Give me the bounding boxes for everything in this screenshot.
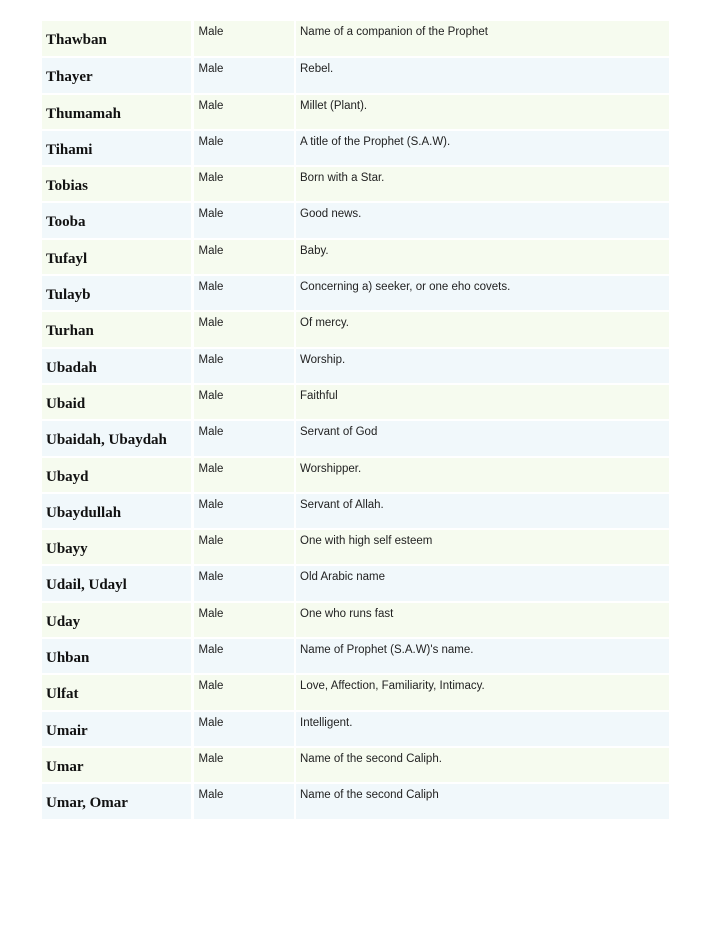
gender-cell: Male bbox=[192, 166, 295, 202]
gender-cell: Male bbox=[192, 202, 295, 238]
meaning-cell: Love, Affection, Familiarity, Intimacy. bbox=[295, 674, 669, 710]
meaning-cell: A title of the Prophet (S.A.W). bbox=[295, 130, 669, 166]
table-row bbox=[42, 21, 669, 57]
meaning-cell: Worship. bbox=[295, 348, 669, 384]
meaning-cell: Intelligent. bbox=[295, 711, 669, 747]
gender-cell: Male bbox=[192, 747, 295, 783]
meaning-cell: One with high self esteem bbox=[295, 529, 669, 565]
meaning-cell: Servant of God bbox=[295, 420, 669, 456]
table-row bbox=[42, 130, 669, 166]
meaning-cell: Servant of Allah. bbox=[295, 493, 669, 529]
table-row bbox=[42, 493, 669, 529]
meaning-cell: Worshipper. bbox=[295, 457, 669, 493]
meaning-cell: Name of the second Caliph. bbox=[295, 747, 669, 783]
name-cell: Umair bbox=[42, 711, 192, 747]
meaning-cell: Millet (Plant). bbox=[295, 94, 669, 130]
table-row bbox=[42, 420, 669, 456]
name-cell: Umar, Omar bbox=[42, 783, 192, 819]
names-table bbox=[42, 21, 669, 821]
gender-cell: Male bbox=[192, 384, 295, 420]
name-cell: Ubaidah, Ubaydah bbox=[42, 420, 192, 456]
name-cell: Udail, Udayl bbox=[42, 565, 192, 601]
gender-cell: Male bbox=[192, 420, 295, 456]
table-row bbox=[42, 311, 669, 347]
gender-cell: Male bbox=[192, 239, 295, 275]
gender-cell: Male bbox=[192, 638, 295, 674]
name-cell: Ubayy bbox=[42, 529, 192, 565]
meaning-cell: Baby. bbox=[295, 239, 669, 275]
meaning-cell: Name of the second Caliph bbox=[295, 783, 669, 819]
name-cell: Ubaydullah bbox=[42, 493, 192, 529]
meaning-cell: Name of Prophet (S.A.W)'s name. bbox=[295, 638, 669, 674]
table-row bbox=[42, 783, 669, 819]
meaning-cell: Born with a Star. bbox=[295, 166, 669, 202]
meaning-cell: Good news. bbox=[295, 202, 669, 238]
meaning-cell: Concerning a) seeker, or one eho covets. bbox=[295, 275, 669, 311]
name-cell: Umar bbox=[42, 747, 192, 783]
gender-cell: Male bbox=[192, 57, 295, 93]
table-row bbox=[42, 711, 669, 747]
gender-cell: Male bbox=[192, 311, 295, 347]
name-cell: Tooba bbox=[42, 202, 192, 238]
name-cell: Tobias bbox=[42, 166, 192, 202]
gender-cell: Male bbox=[192, 457, 295, 493]
name-cell: Uday bbox=[42, 602, 192, 638]
gender-cell: Male bbox=[192, 783, 295, 819]
table-row bbox=[42, 348, 669, 384]
name-cell: Tulayb bbox=[42, 275, 192, 311]
meaning-cell: One who runs fast bbox=[295, 602, 669, 638]
table-row bbox=[42, 384, 669, 420]
name-cell: Tihami bbox=[42, 130, 192, 166]
name-cell: Turhan bbox=[42, 311, 192, 347]
table-row bbox=[42, 602, 669, 638]
meaning-cell: Faithful bbox=[295, 384, 669, 420]
table-row bbox=[42, 565, 669, 601]
table-row bbox=[42, 674, 669, 710]
gender-cell: Male bbox=[192, 711, 295, 747]
table-row bbox=[42, 747, 669, 783]
name-cell: Ulfat bbox=[42, 674, 192, 710]
names-table-body bbox=[42, 21, 669, 820]
table-row bbox=[42, 57, 669, 93]
gender-cell: Male bbox=[192, 674, 295, 710]
gender-cell: Male bbox=[192, 94, 295, 130]
name-cell: Ubaid bbox=[42, 384, 192, 420]
table-row bbox=[42, 202, 669, 238]
table-row bbox=[42, 275, 669, 311]
name-cell: Thumamah bbox=[42, 94, 192, 130]
name-cell: Thayer bbox=[42, 57, 192, 93]
table-row bbox=[42, 638, 669, 674]
gender-cell: Male bbox=[192, 493, 295, 529]
meaning-cell: Of mercy. bbox=[295, 311, 669, 347]
table-row bbox=[42, 529, 669, 565]
gender-cell: Male bbox=[192, 602, 295, 638]
gender-cell: Male bbox=[192, 275, 295, 311]
gender-cell: Male bbox=[192, 565, 295, 601]
meaning-cell: Name of a companion of the Prophet bbox=[295, 21, 669, 57]
table-row bbox=[42, 457, 669, 493]
gender-cell: Male bbox=[192, 348, 295, 384]
gender-cell: Male bbox=[192, 21, 295, 57]
meaning-cell: Old Arabic name bbox=[295, 565, 669, 601]
name-cell: Uhban bbox=[42, 638, 192, 674]
table-row bbox=[42, 239, 669, 275]
name-cell: Ubadah bbox=[42, 348, 192, 384]
gender-cell: Male bbox=[192, 529, 295, 565]
gender-cell: Male bbox=[192, 130, 295, 166]
table-row bbox=[42, 94, 669, 130]
name-cell: Thawban bbox=[42, 21, 192, 57]
name-cell: Tufayl bbox=[42, 239, 192, 275]
name-cell: Ubayd bbox=[42, 457, 192, 493]
meaning-cell: Rebel. bbox=[295, 57, 669, 93]
table-row bbox=[42, 166, 669, 202]
